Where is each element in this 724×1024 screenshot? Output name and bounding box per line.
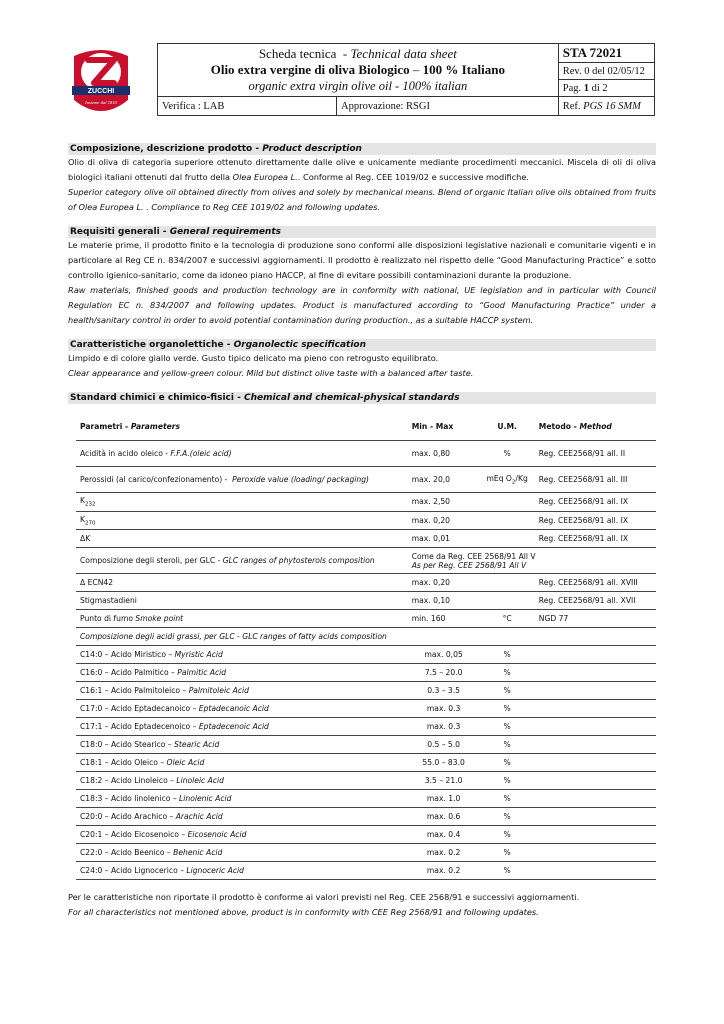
fatty-acid-row: C18:0 – Acido Stearico – Stearic Acid 0.5 – 5.0 % — [76, 736, 656, 754]
composizione-it: Olio di oliva di categoria superiore ottenuto direttamente dalle olive e unicamente mediante procedimenti meccanici. Miscela di oli di oliva biologici italiani ottenuti dal frutto della Olea Europea L.. Conforme al Reg. CEE 1019/02 e successive modifiche. — [68, 157, 656, 182]
header-product: Olio extra vergine di oliva Biologico — [210, 62, 410, 77]
composizione-en: Superior category olive oil obtained directly from olives and solely by mechanical means. Blend of organic Italian olive oils obtained from fruits of Olea Europea L. . Compliance to Reg CEE 1019/02 and following updates. — [68, 187, 656, 212]
fatty-acid-row: C17:0 – Acido Eptadecanoico – Eptadecanoic Acid max. 0.3 % — [76, 700, 656, 718]
table-row: Composizione degli steroli, per GLC - GLC ranges of phytosterols composition Come da Reg. CEE 2568/91 All V As per Reg. CEE 2568/91 All V — [76, 548, 656, 574]
section-title-requisiti: Requisiti generali - General requirements — [68, 226, 656, 238]
logo-brand: ZUCCHI — [87, 88, 115, 95]
section-title-composizione: Composizione, descrizione prodotto - Product description — [68, 143, 656, 155]
approvazione: Approvazione: RSGI — [337, 97, 559, 116]
header-title-en: Technical data sheet — [350, 46, 457, 61]
table-row: Perossidi (al carico/confezionamento) - Peroxide value (loading/ packaging) max. 20,0 mEq $O_2/Kg$ Reg. CEE2568/91 all. III — [76, 467, 656, 493]
doc-revision: Rev. 0 del 02/05/12 — [558, 63, 654, 80]
header-product-suffix: 100 % Italiano — [422, 62, 506, 77]
doc-page: Pag. 1 di 2 — [558, 80, 654, 97]
table-row: $K_{270}$ max. 0,20 Reg. CEE2568/91 all. IX — [76, 511, 656, 530]
peroxide-unit: mEq $O_2/Kg$ — [480, 467, 535, 493]
header-table: Scheda tecnica - Technical data sheet Olio extra vergine di oliva Biologico – 100 % Italiano organic extra virgin olive oil - 100% italian STA 72021 Rev. 0 del 02/05/12 Pag. 1 di 2 Verifica : LAB Approvazione: RSGI Ref. PGS 16 SMM — [157, 43, 655, 116]
zucchi-logo — [68, 42, 134, 122]
fatty-acid-row: C16:1 – Acido Palmitoleico – Palmitoleic Acid 0.3 – 3.5 % — [76, 682, 656, 700]
notes — [68, 890, 656, 920]
organolettiche-it: Limpido e di colore giallo verde. Gusto tipico delicato ma pieno con retrogusto equilibrato. — [68, 353, 439, 363]
logo-tagline: Insieme dal 1810 — [85, 100, 117, 105]
table-header-row: Parametri - Parameters Min - Max U.M. Metodo - Method — [76, 412, 656, 441]
header-product-en: organic extra virgin olive oil - 100% italian — [248, 79, 468, 93]
table-row: Acidità in acido oleico - F.F.A.(oleic acid) max. 0,80 % Reg. CEE2568/91 all. II — [76, 441, 656, 467]
table-row: ΔK max. 0,01 Reg. CEE2568/91 all. IX — [76, 530, 656, 548]
requisiti-en: Raw materials, finished goods and production technology are in conformity with national, UE legislation and in particular with Council Regulation EC n. 834/2007 and following updates. Product is manufactured according to “Good Manufacturing Practice” under a health/sanitary control in order to avoid potential contamination during production., as a suitable HACCP system. — [68, 285, 656, 325]
fatty-acid-row: C14:0 – Acido Miristico – Myristic Acid max. 0,05 % — [76, 646, 656, 664]
table-row: $K_{232}$ max. 2,50 Reg. CEE2568/91 all. IX — [76, 493, 656, 512]
table-row: Stigmastadieni max. 0,10 Reg. CEE2568/91 all. XVII — [76, 592, 656, 610]
note-en: For all characteristics not mentioned above, product is in conformity with CEE Reg 2568/91 and following updates. — [68, 907, 539, 918]
header-title: Scheda tecnica — [258, 46, 337, 61]
table-row: Δ ECN42 max. 0,20 Reg. CEE2568/91 all. XVIII — [76, 574, 656, 592]
standards-table — [76, 412, 656, 880]
document-body — [68, 143, 656, 920]
fatty-acids-header-row: Composizione degli acidi grassi, per GLC - GLC ranges of fatty acids composition — [76, 628, 656, 646]
fatty-acid-row: C24:0 – Acido Lignocerico – Lignoceric Acid max. 0.2 % — [76, 862, 656, 880]
fatty-acid-row: C18:1 – Acido Oleico – Oleic Acid 55.0 – 83.0 % — [76, 754, 656, 772]
section-title-standard: Standard chimici e chimico-fisici - Chemical and chemical-physical standards — [68, 392, 656, 404]
table-row: Punto di fumo Smoke point min. 160 °C NGD 77 — [76, 610, 656, 628]
note-it: Per le caratteristiche non riportate il prodotto è conforme ai valori previsti nel Reg. CEE 2568/91 e successivi aggiornamenti. — [68, 892, 580, 903]
fatty-acid-row: C17:1 – Acido Eptadecenoico – Eptadecenoic Acid max. 0.3 % — [76, 718, 656, 736]
doc-code: STA 72021 — [558, 44, 654, 63]
fatty-acids-body — [76, 646, 656, 880]
doc-ref: Ref. PGS 16 SMM — [558, 97, 654, 116]
section-title-organolettiche: Caratteristiche organolettiche - Organolectic specification — [68, 339, 656, 351]
fatty-acid-row: C16:0 – Acido Palmitico – Palmitic Acid 7.5 – 20.0 % — [76, 664, 656, 682]
fatty-acid-row: C18:3 – Acido linolenico – Linolenic Acid max. 1.0 % — [76, 790, 656, 808]
fatty-acid-row: C20:0 – Acido Arachico – Arachic Acid max. 0.6 % — [76, 808, 656, 826]
organolettiche-en: Clear appearance and yellow-green colour. Mild but distinct olive taste with a balanced after taste. — [68, 368, 474, 378]
fatty-acid-row: C22:0 – Acido Beenico – Behenic Acid max. 0.2 % — [76, 844, 656, 862]
fatty-acid-row: C18:2 – Acido Linoleico – Linoleic Acid 3.5 – 21.0 % — [76, 772, 656, 790]
fatty-acid-row: C20:1 – Acido Eicosenoico – Eicosenoic Acid max. 0.4 % — [76, 826, 656, 844]
requisiti-it: Le materie prime, il prodotto finito e la tecnologia di produzione sono conformi alle disposizioni legislative nazionali e comunitarie vigenti e in particolare al Reg CE n. 834/2007 e successivi aggiornamenti. Il prodotto è realizzato nel rispetto delle “Good Manufacturing Practice” e sotto controllo igienico-sanitario, come da idoneo piano HACCP, al fine di evitare possibili contaminazioni durante la produzione. — [68, 240, 656, 280]
verifica: Verifica : LAB — [158, 97, 337, 116]
